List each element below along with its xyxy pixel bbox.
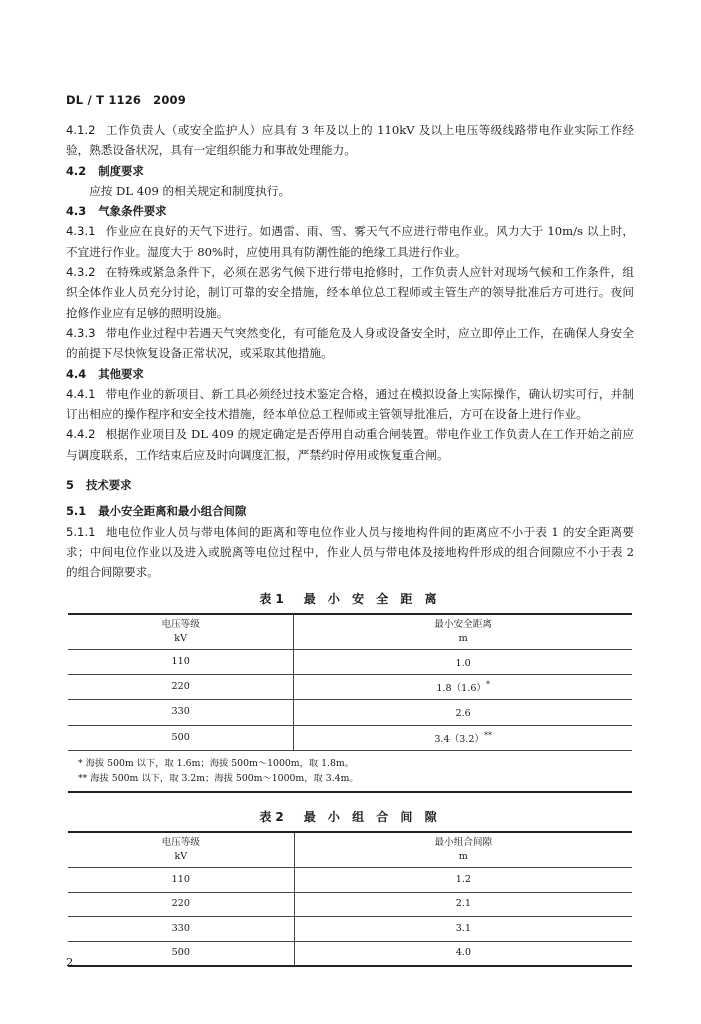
standard-year: 2009 [153,93,186,107]
standard-code: DL / T 1126 [66,93,142,107]
table-row: 110 1.0 [68,649,632,674]
clause-4-3-2: 4.3.2 在特殊或紧急条件下，必须在恶劣气候下进行带电抢修时，工作负责人应针对现场气候和工作条件，组织全体作业人员充分讨论，制订可靠的安全措施，经本单位总工程师或主管生产的领导批准后方可进行。夜间抢修作业应有足够的照明设施。 [66,265,634,320]
table-min-safety-distance [68,613,632,793]
table-row: 220 2.1 [68,892,632,917]
section-5-heading: 5 技术要求 [66,478,132,493]
table1-header-voltage: 电压等级 kV [68,614,294,650]
section-5-1-heading: 5.1 最小安全距离和最小组合间隙 [66,504,247,519]
table1-notes: * 海拔 500m 以下，取 1.6m；海拔 500m～1000m，取 1.8m。 ** 海拔 500m 以下，取 3.2m；海拔 500m～1000m，取 3.4m。 [68,751,632,793]
clause-4-4-1: 4.4.1 带电作业的新项目、新工具必须经过技术鉴定合格，通过在模拟设备上实际操作，确认切实可行，并制订出相应的操作程序和安全技术措施，经本单位总工程师或主管领导批准后，方可在设备上进行作业。 [66,386,634,422]
table-row: 220 1.8（1.6）* [68,675,632,700]
table2-header-gap: 最小组合间隙 m [294,832,632,868]
section-4-3-heading: 4.3 气象条件要求 [66,204,167,219]
table1-header-distance: 最小安全距离 m [294,614,632,650]
page-header [66,93,198,107]
page-number: 2 [66,955,74,969]
clause-5-1-1: 5.1.1 地电位作业人员与带电体间的距离和等电位作业人员与接地构件间的距离应不小于表 1 的安全距离要求；中间电位作业以及进入或脱离等电位过程中，作业人员与带电体及接地构件形成的组合间隙应不小于表 2 的组合间隙要求。 [66,524,634,580]
clause-4-1-2: 4.1.2 工作负责人（或安全监护人）应具有 3 年及以上的 110kV 及以上电压等级线路带电作业实际工作经验，熟悉设备状况，具有一定组织能力和事故处理能力。 [66,123,634,158]
section-4-4-heading: 4.4 其他要求 [66,366,144,381]
table-row: 330 3.1 [68,917,632,942]
clause-4-3-1: 4.3.1 作业应在良好的天气下进行。如遇雷、雨、雪、雾天气不应进行带电作业。风力大于 10m/s 以上时，不宜进行作业。湿度大于 80%时，应使用具有防潮性能的绝缘工具进行作业。 [66,224,634,259]
document-body [66,120,634,967]
table1-caption: 表1 最 小 安 全 距 离 [259,591,441,606]
table2-header-voltage: 电压等级 kV [68,832,294,868]
section-4-2-heading: 4.2 制度要求 [66,163,144,178]
table2-caption: 表2 最 小 组 合 间 隙 [259,810,441,825]
section-4-2-text: 应按 DL 409 的相关规定和制度执行。 [89,183,291,198]
table-row: 330 2.6 [68,700,632,725]
table-min-combined-gap [68,831,632,967]
table-row: 110 1.2 [68,868,632,893]
table-row: 500 3.4（3.2）** [68,725,632,750]
table-row: 500 4.0 [68,941,632,966]
clause-4-4-2: 4.4.2 根据作业项目及 DL 409 的规定确定是否停用自动重合闸装置。带电作业工作负责人在工作开始之前应与调度联系，工作结束后应及时向调度汇报，严禁约时停用或恢复重合闸。 [66,427,634,462]
clause-4-3-3: 4.3.3 带电作业过程中若遇天气突然变化，有可能危及人身或设备安全时，应立即停止工作，在确保人身安全的前提下尽快恢复设备正常状况，或采取其他措施。 [66,325,634,361]
